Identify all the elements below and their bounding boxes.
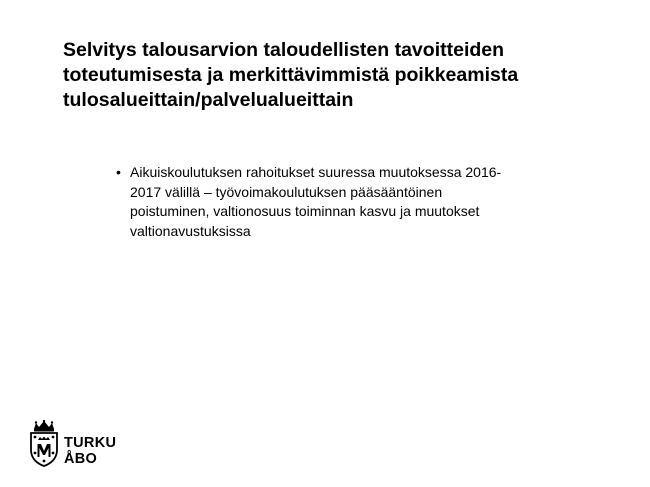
bullet-list (115, 163, 575, 241)
bullet-item (115, 163, 575, 241)
bullet-text-line: poistuminen, valtionosuus toiminnan kasvu ja muutokset (130, 203, 480, 219)
title-line: toteutumisesta ja merkittävimmistä poikkeamista (63, 64, 519, 86)
title-line: tulosalueittain/palvelualueittain (63, 89, 354, 111)
slide-title (63, 38, 603, 113)
turku-logo (28, 420, 128, 470)
bullet-marker: • (116, 164, 121, 180)
logo-text-abo: ÅBO (64, 451, 98, 467)
bullet-text-line: valtionavustuksissa (130, 222, 251, 239)
bullet-text-line: Aikuiskoulutuksen rahoitukset suuressa muutoksessa 2016- (130, 164, 502, 180)
bullet-text-line: 2017 välillä – työvoimakoulutuksen pääsääntöinen (130, 183, 443, 200)
logo-wordmark (64, 435, 116, 467)
turku-crest-icon (28, 420, 60, 468)
title-line: Selvitys talousarvion taloudellisten tavoitteiden (63, 39, 505, 61)
logo-text-turku: TURKU (64, 435, 117, 451)
